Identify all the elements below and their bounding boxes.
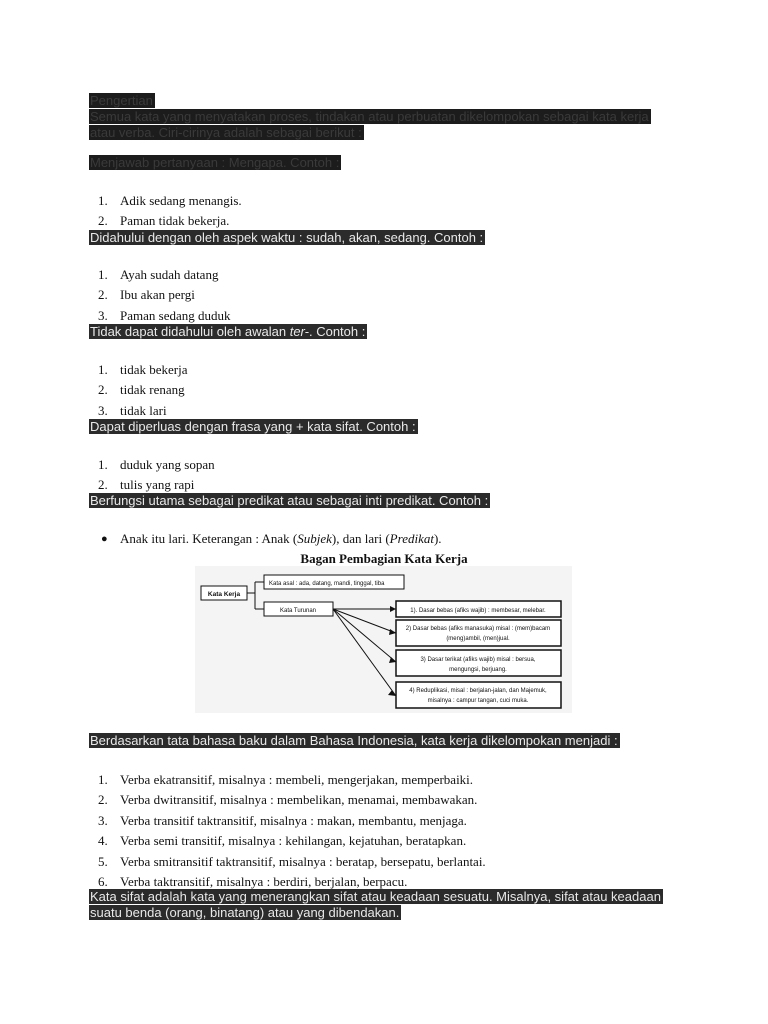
kata-kerja-diagram <box>195 566 572 713</box>
diagram-box-2 <box>396 620 561 646</box>
list-item: 1. Ayah sudah datang <box>98 267 219 282</box>
list-item-text: tidak bekerja <box>120 362 188 377</box>
diagram-box-2-line: (meng)ambil, (men)jual. <box>446 636 510 642</box>
list-item: 2. Ibu akan pergi <box>98 287 195 303</box>
list-item-text: Paman sedang duduk <box>120 307 231 323</box>
pengertian-paragraph-line: atau verba. Ciri-cirinya adalah sebagai berikut : <box>90 125 362 140</box>
diagram-box-1-line: 1). Dasar bebas (afiks wajib) : membesar, melebar. <box>410 608 546 614</box>
pengertian-section <box>89 93 651 141</box>
diagram-root-label: Kata Kerja <box>207 591 241 598</box>
predikat-example-list <box>89 531 442 551</box>
list-item: 1. duduk yang sopan <box>98 457 215 472</box>
sifat-section <box>89 889 663 921</box>
list-item: 1. Verba ekatransitif, misalnya : membeli, mengerjakan, memperbaiki. <box>98 772 474 787</box>
diagram-title: Bagan Pembagian Kata Kerja <box>300 551 468 566</box>
pengertian-heading: Pengertian <box>90 93 153 108</box>
sifat-paragraph-line: Kata sifat adalah kata yang menerangkan sifat atau keadaan sesuatu. Misalnya, sifat atau keadaan <box>90 889 661 904</box>
list-item-text: Verba ekatransitif, misalnya : membeli, mengerjakan, memperbaiki. <box>120 772 474 787</box>
pengertian-paragraph-line: Semua kata yang menyatakan proses, tindakan atau perbuatan dikelompokan sebagai kata kerja <box>90 109 649 124</box>
list-item: 4. Verba semi transitif, misalnya : kehilangan, kejatuhan, beratapkan. <box>98 833 467 849</box>
mengapa-heading: Menjawab pertanyaan : Mengapa. Contoh : <box>90 155 340 170</box>
list-item: 1. Adik sedang menangis. <box>98 193 242 208</box>
list-item-text: Adik sedang menangis. <box>120 193 242 208</box>
list-item-text: Ayah sudah datang <box>120 267 219 282</box>
list-item: 3. Paman sedang duduk <box>98 307 231 323</box>
list-item: 2. tulis yang rapi <box>98 477 195 493</box>
predikat-section-heading <box>89 493 490 509</box>
list-item: 3. tidak lari <box>98 402 167 418</box>
diagram-box-2-line: 2) Dasar bebas (afiks manasuka) misal : (mem)bacam <box>405 626 551 632</box>
diagram-box-4-line: 4) Reduplikasi, misal : berjalan-jalan, dan Majemuk, <box>409 688 547 694</box>
list-item-text: Verba smitransitif taktransitif, misalnya : beratap, bersepatu, berlantai. <box>120 853 486 869</box>
mengapa-section-heading <box>89 155 341 171</box>
aspek-example-list <box>89 267 230 328</box>
ter-example-list <box>89 362 188 423</box>
list-item: 5. Verba smitransitif taktransitif, misalnya : beratap, bersepatu, berlantai. <box>98 853 486 869</box>
list-item: 2. tidak renang <box>98 382 185 398</box>
diagram-box-3-line: 3) Dasar terikat (afiks wajib) misal : bersua, <box>420 657 536 663</box>
diagram-box-3-line: mengungsi, berjuang. <box>449 667 507 673</box>
list-item: 6. Verba taktransitif, misalnya : berdiri, berjalan, berpacu. <box>98 873 408 889</box>
list-item-text: Verba taktransitif, misalnya : berdiri, berjalan, berpacu. <box>120 873 408 889</box>
diagram-kata-asal-label: Kata asal : ada, datang, mandi, tinggal, tiba <box>269 581 385 587</box>
baku-section-heading <box>89 733 620 749</box>
diagram-box-4-line: misalnya : campur tangan, cuci muka. <box>427 698 529 704</box>
list-item: 2. Verba dwitransitif, misalnya : membelikan, menamai, membawakan. <box>98 792 478 808</box>
list-item: 3. Verba transitif taktransitif, misalnya : makan, membantu, menjaga. <box>98 812 467 828</box>
list-item-text: Verba transitif taktransitif, misalnya : makan, membantu, menjaga. <box>120 812 467 828</box>
list-item: ● Anak itu lari. Keterangan : Anak (Subjek), dan lari (Predikat). <box>101 531 442 546</box>
list-item-text: duduk yang sopan <box>120 457 215 472</box>
list-item-text: Verba semi transitif, misalnya : kehilangan, kejatuhan, beratapkan. <box>120 833 467 849</box>
list-item: 1. tidak bekerja <box>98 362 188 377</box>
list-item-text: tulis yang rapi <box>120 477 195 493</box>
list-item-text: tidak lari <box>120 402 167 418</box>
ter-section-heading <box>89 324 367 340</box>
frasa-example-list <box>89 457 215 498</box>
diagram-box-4 <box>396 682 561 708</box>
bullet-dot-icon: ● <box>101 533 108 545</box>
list-item-text: Verba dwitransitif, misalnya : membelikan, menamai, membawakan. <box>120 792 478 808</box>
aspek-heading: Didahului dengan oleh aspek waktu : sudah, akan, sedang. Contoh : <box>90 230 484 245</box>
sifat-paragraph-line: suatu benda (orang, binatang) atau yang dibendakan. <box>90 905 400 920</box>
baku-verb-list <box>89 772 486 894</box>
list-item-text: tidak renang <box>120 382 185 398</box>
list-item: 2. Paman tidak bekerja. <box>98 213 230 229</box>
baku-heading: Berdasarkan tata bahasa baku dalam Bahasa Indonesia, kata kerja dikelompokan menjadi : <box>90 733 618 748</box>
frasa-heading: Dapat diperluas dengan frasa yang + kata sifat. Contoh : <box>90 419 416 434</box>
ter-heading: Tidak dapat didahului oleh awalan ter-. Contoh : <box>90 324 366 339</box>
frasa-section-heading <box>89 419 418 435</box>
aspek-section-heading <box>89 230 485 246</box>
mengapa-example-list <box>89 193 242 234</box>
diagram-kata-turunan-label: Kata Turunan <box>279 608 317 614</box>
predikat-heading: Berfungsi utama sebagai predikat atau sebagai inti predikat. Contoh : <box>90 493 489 508</box>
list-item-text: Ibu akan pergi <box>120 287 195 303</box>
list-item-text: Paman tidak bekerja. <box>120 213 230 229</box>
